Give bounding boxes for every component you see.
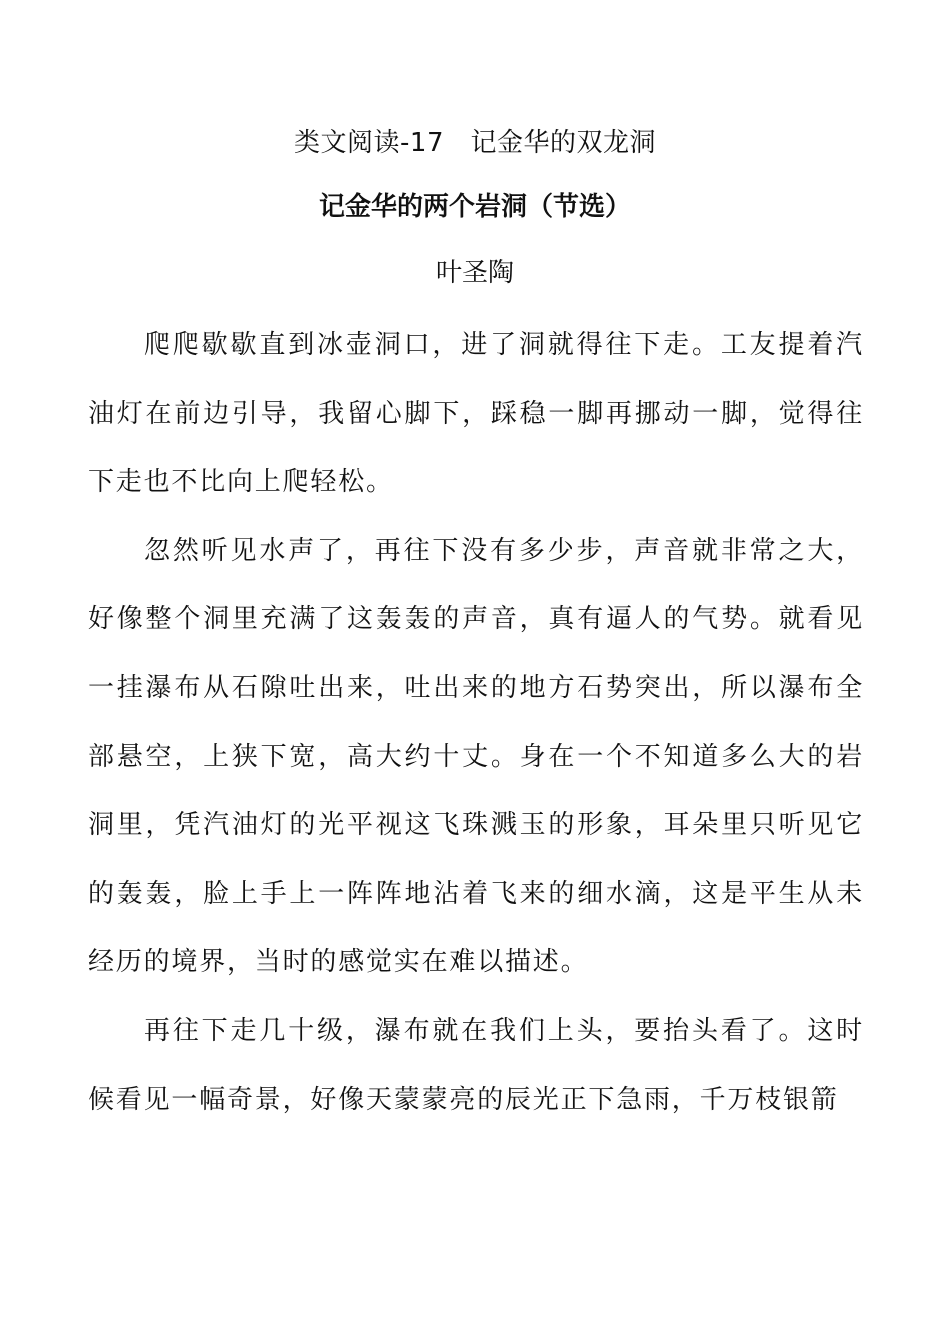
page-title: 类文阅读-17 记金华的双龙洞 <box>294 128 656 158</box>
author-name: 叶圣陶 <box>435 258 514 288</box>
paragraph-3: 再往下走几十级，瀑布就在我们上头，要抬头看了。这时候看见一幅奇景，好像天蒙蒙亮的辰光正下急雨，千万枝银箭 <box>88 1015 864 1115</box>
article-body <box>88 311 864 1134</box>
article-subtitle: 记金华的两个岩洞（节选） <box>318 192 631 222</box>
paragraph-2: 忽然听见水声了，再往下没有多少步，声音就非常之大，好像整个洞里充满了这轰轰的声音，真有逼人的气势。就看见一挂瀑布从石隙吐出来，吐出来的地方石势突出，所以瀑布全部悬空，上狭下宽，高大约十丈。身在一个不知道多么大的岩洞里，凭汽油灯的光平视这飞珠溅玉的形象，耳朵里只听见它的轰轰，脸上手上一阵阵地沾着飞来的细水滴，这是平生从未经历的境界，当时的感觉实在难以描述。 <box>88 535 864 978</box>
paragraph-1: 爬爬歇歇直到冰壶洞口，进了洞就得往下走。工友提着汽油灯在前边引导，我留心脚下，踩稳一脚再挪动一脚，觉得往下走也不比向上爬轻松。 <box>88 330 864 498</box>
